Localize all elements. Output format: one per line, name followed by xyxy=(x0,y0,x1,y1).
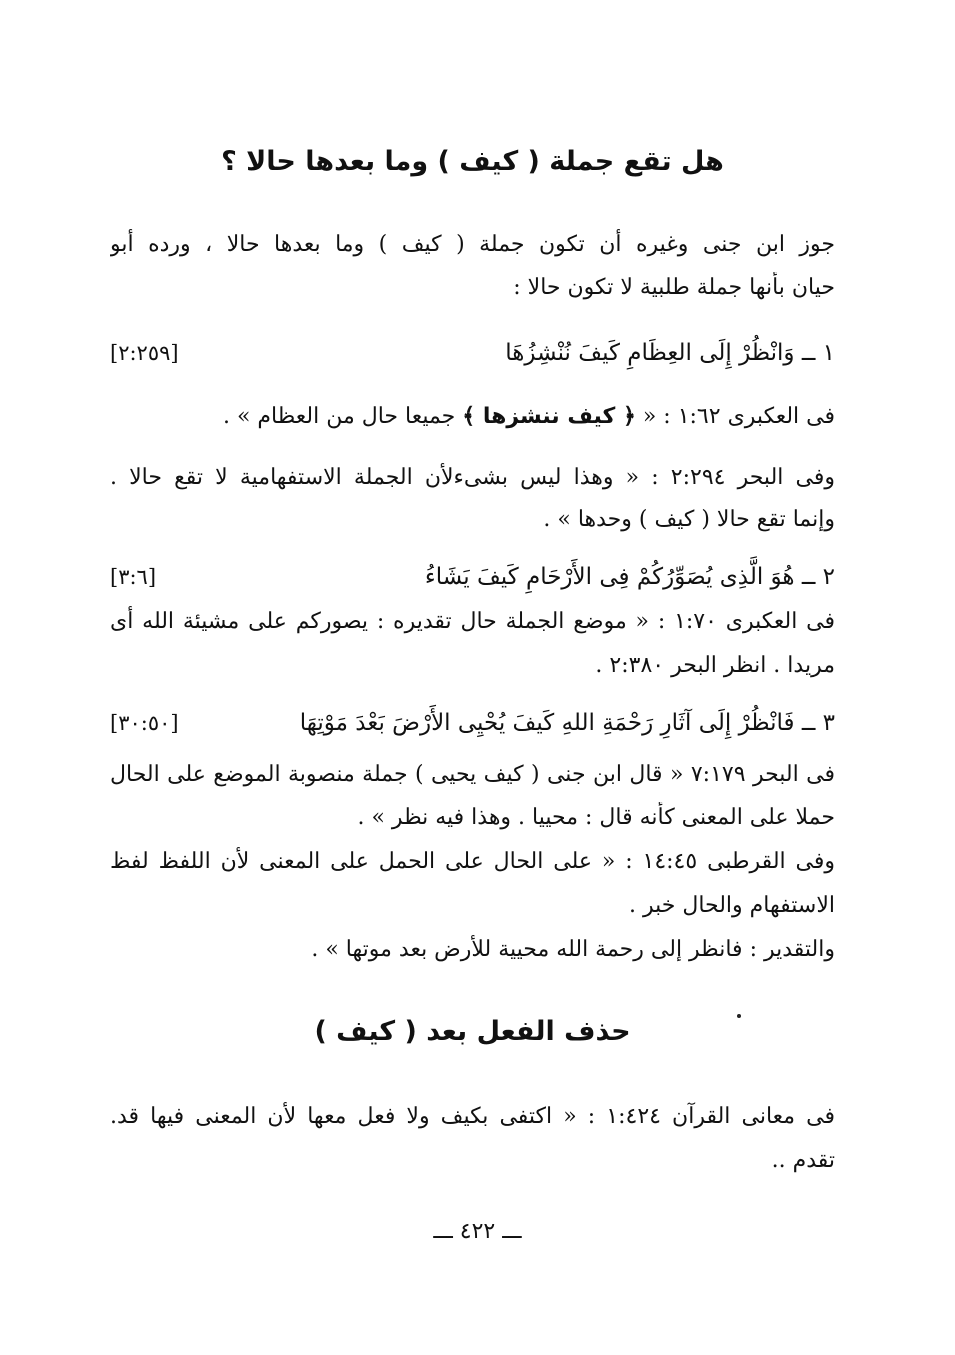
qurtubi-note-line-2: الاستفهام والحال خبر . xyxy=(628,893,835,918)
ukbari-note-1-suffix: جميعا حال من العظام » . xyxy=(222,404,463,429)
verse-1-row xyxy=(110,336,835,370)
verse-2-text: ٢ ــ هُوَ الَّذِى يُصَوِّرُكُمْ فِى الأَرْحَامِ كَيفَ يَشَاءُ xyxy=(424,564,835,590)
verse-3-reference: [٣٠:٥٠] xyxy=(110,711,179,735)
verse-1-reference: [٢:٢٥٩] xyxy=(110,341,179,365)
ukbari-note-1-prefix: فى العكبرى ١:٦٢ : « xyxy=(635,404,835,429)
intro-line-1: جوز ابن جنى وغيره أن تكون جملة ( كيف ) وما بعدها حالا ، ورده أبو xyxy=(110,232,835,257)
ukbari-note-2-line-2: مريدا . انظر البحر ٢:٣٨٠ . xyxy=(595,653,835,678)
bahr-note-1-line-1: وفى البحر ٢:٢٩٤ : « وهذا ليس بشىءلأن الجملة الاستفهامية لا تقع حالا . xyxy=(110,465,835,490)
maani-note-line-2: تقدم .. xyxy=(771,1148,835,1173)
maani-note-line-1: فى معانى القرآن ١:٤٢٤ : « اكتفى بكيف ولا فعل معها لأن المعنى فيها قد. xyxy=(110,1104,835,1129)
bahr-note-3-line-2: حملا على المعنى كأنه قال : محييا . وهذا فيه نظر » . xyxy=(357,805,835,830)
bahr-note-1-line-2: وإنما تقع حالا ( كيف ) وحدها » . xyxy=(543,507,835,532)
verse-3-text: ٣ ــ فَانْظُرْ إِلَى آثَارِ رَحْمَةِ اللهِ كَيفَ يُحْيِى الأَرْضَ بَعْدَ مَوْتِهَا xyxy=(299,710,835,736)
section-heading-verb-omission: حذف الفعل بعد ( كيف ) xyxy=(314,1016,631,1047)
bahr-note-3-line-1: فى البحر ٧:١٧٩ « قال ابن جنى ( كيف يحيى ) جملة منصوبة الموضع على الحال xyxy=(110,762,835,787)
verse-2-row xyxy=(110,560,835,594)
qurtubi-note-line-3: والتقدير : فانظر إلى رحمة الله محيية للأرض بعد موتها » . xyxy=(311,937,835,962)
verse-3-row xyxy=(110,706,835,740)
ukbari-note-2-line-1: فى العكبرى ١:٧٠ : « موضع الجملة حال تقديره : يصوركم على مشيئة الله أى xyxy=(110,609,835,634)
ukbari-note-1 xyxy=(110,401,835,433)
page-number: ـــ ٤٢٢ ـــ xyxy=(433,1219,522,1244)
verse-1-text: ١ ــ وَانْظُرْ إِلَى العِظَامِ كَيفَ نُنْشِزُهَا xyxy=(505,340,835,366)
verse-2-reference: [٣:٦] xyxy=(110,565,157,589)
qurtubi-note-line-1: وفى القرطبى ١٤:٤٥ : « على الحال على الحمل على المعنى لأن اللفظ لفظ xyxy=(110,849,835,874)
ukbari-note-1-quote: ﴿ كيف ننشزها ﴾ xyxy=(462,404,636,429)
section-heading-kayf-hal: هل تقع جملة ( كيف ) وما بعدها حالا ؟ xyxy=(221,146,724,177)
intro-line-2: حيان بأنها جملة طلبية لا تكون حالا : xyxy=(513,275,835,300)
